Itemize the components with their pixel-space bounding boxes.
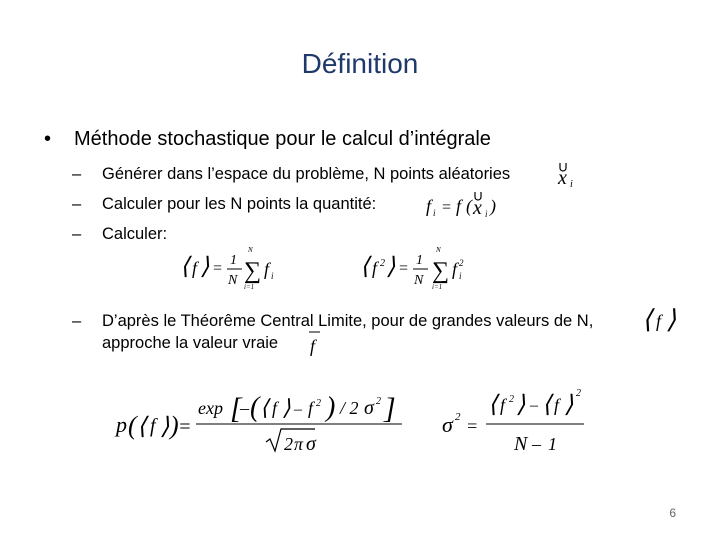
- svg-text:(: (: [128, 411, 137, 440]
- dash-marker: –: [72, 312, 82, 330]
- svg-text:N: N: [436, 246, 441, 254]
- svg-text:N: N: [414, 273, 424, 288]
- svg-text:f: f: [310, 336, 316, 356]
- svg-text:⟨: ⟨: [488, 392, 498, 418]
- formula-xi: [552, 160, 582, 190]
- svg-text:N: N: [248, 246, 253, 254]
- svg-text:1: 1: [416, 253, 423, 268]
- svg-text:⟨: ⟨: [642, 305, 653, 334]
- sub-bullet-calc: [72, 225, 167, 244]
- svg-text:=: =: [212, 260, 223, 277]
- formula-variance: [438, 380, 618, 460]
- svg-text:2: 2: [376, 396, 381, 407]
- svg-text:exp: exp: [198, 398, 223, 418]
- svg-text:⟨: ⟨: [260, 395, 269, 420]
- svg-text:2: 2: [576, 388, 581, 399]
- svg-text:i: i: [485, 209, 488, 219]
- svg-text:σ: σ: [306, 433, 316, 455]
- svg-text:f: f: [452, 259, 458, 279]
- sub-bullet-clt-line2: approche la valeur vraie: [102, 334, 279, 352]
- svg-text:f: f: [500, 395, 506, 415]
- svg-text:i: i: [433, 208, 436, 218]
- svg-text:N: N: [228, 273, 238, 288]
- dash-marker: –: [72, 225, 82, 243]
- svg-text:f: f: [554, 395, 560, 415]
- sub-bullet-clt: [72, 312, 593, 331]
- svg-text:f: f: [308, 398, 314, 418]
- svg-text:⟩: ⟩: [282, 395, 291, 420]
- svg-text:f: f: [426, 196, 432, 216]
- svg-text:⟩: ⟩: [160, 414, 170, 440]
- svg-text:f: f: [150, 415, 156, 437]
- svg-text:⟩: ⟩: [666, 305, 677, 334]
- sub-bullet-compute-text: Calculer pour les N points la quantité:: [102, 195, 377, 213]
- svg-text:[: [: [230, 392, 242, 425]
- svg-text:=: =: [441, 199, 452, 216]
- sub-bullet-generate: [72, 165, 510, 184]
- svg-text:f: f: [272, 398, 278, 418]
- svg-text:x: x: [558, 167, 567, 189]
- dash-marker: –: [72, 165, 82, 183]
- svg-text:i=1: i=1: [244, 283, 255, 291]
- main-bullet-text: Méthode stochastique pour le calcul d’intégrale: [74, 128, 491, 150]
- svg-text:∑: ∑: [432, 258, 450, 284]
- svg-text:–: –: [532, 434, 541, 454]
- sub-bullet-clt-text: D’après le Théorême Central Limite, pour de grandes valeurs de N,: [102, 312, 594, 330]
- svg-text:(: (: [466, 196, 472, 216]
- svg-text:1: 1: [548, 434, 557, 454]
- svg-text:–: –: [294, 401, 302, 418]
- slide-title: Définition: [301, 48, 419, 79]
- svg-text:σ: σ: [364, 397, 374, 419]
- svg-text:1: 1: [230, 253, 237, 268]
- formula-mean-f: [178, 244, 308, 294]
- sub-bullet-generate-text: Générer dans l’espace du problème, N points aléatories: [102, 165, 511, 183]
- svg-text:=: =: [398, 260, 409, 277]
- svg-text:2: 2: [316, 398, 321, 409]
- svg-text:f: f: [372, 258, 378, 278]
- bullet-marker: •: [44, 128, 52, 150]
- svg-text:2: 2: [455, 411, 461, 423]
- dash-marker: –: [72, 195, 82, 213]
- svg-text:⟩: ⟩: [200, 254, 210, 280]
- page-number: 6: [669, 506, 676, 520]
- svg-text:=: =: [178, 416, 192, 438]
- svg-text:x: x: [473, 197, 482, 219]
- svg-text:⟨: ⟨: [542, 392, 552, 418]
- svg-text:): ): [170, 411, 179, 440]
- svg-text:2: 2: [459, 258, 464, 268]
- svg-text:2: 2: [284, 434, 293, 454]
- svg-text:2: 2: [380, 258, 385, 269]
- svg-text:⟩: ⟩: [516, 392, 526, 418]
- svg-text:): ): [490, 196, 496, 216]
- svg-text:σ: σ: [442, 412, 453, 437]
- svg-text:/ 2: / 2: [340, 398, 359, 418]
- formula-mean-f-inline: [640, 302, 682, 336]
- svg-text:i: i: [459, 271, 462, 281]
- svg-text:]: ]: [384, 392, 396, 425]
- svg-text:∑: ∑: [244, 258, 262, 284]
- formula-gaussian: [112, 380, 412, 460]
- svg-text:f: f: [264, 259, 270, 279]
- svg-text:⟩: ⟩: [386, 254, 396, 280]
- svg-text:–: –: [530, 397, 538, 414]
- svg-text:f: f: [192, 258, 198, 278]
- svg-text:–: –: [240, 398, 249, 418]
- svg-text:⟨: ⟨: [137, 414, 147, 440]
- svg-text:(: (: [250, 392, 260, 423]
- formula-fi: [424, 188, 504, 222]
- svg-text:N: N: [514, 433, 528, 455]
- svg-text:f: f: [456, 196, 462, 216]
- svg-text:⟨: ⟨: [180, 254, 190, 280]
- svg-text:i: i: [570, 179, 573, 190]
- svg-text:i: i: [271, 271, 274, 281]
- svg-text:⟨: ⟨: [360, 254, 370, 280]
- svg-text:=: =: [466, 416, 479, 436]
- svg-text:f: f: [656, 311, 662, 331]
- svg-text:⟩: ⟩: [564, 392, 574, 418]
- sub-bullet-compute: [72, 195, 376, 214]
- sub-bullet-calc-text: Calculer:: [102, 225, 168, 243]
- svg-text:2: 2: [509, 394, 514, 405]
- svg-text:): ): [326, 392, 336, 423]
- svg-text:π: π: [294, 434, 304, 454]
- formula-fbar: [304, 328, 326, 358]
- main-bullet: [44, 128, 491, 151]
- svg-text:i=1: i=1: [432, 283, 443, 291]
- formula-mean-f2: [358, 244, 488, 294]
- svg-text:p: p: [116, 412, 127, 437]
